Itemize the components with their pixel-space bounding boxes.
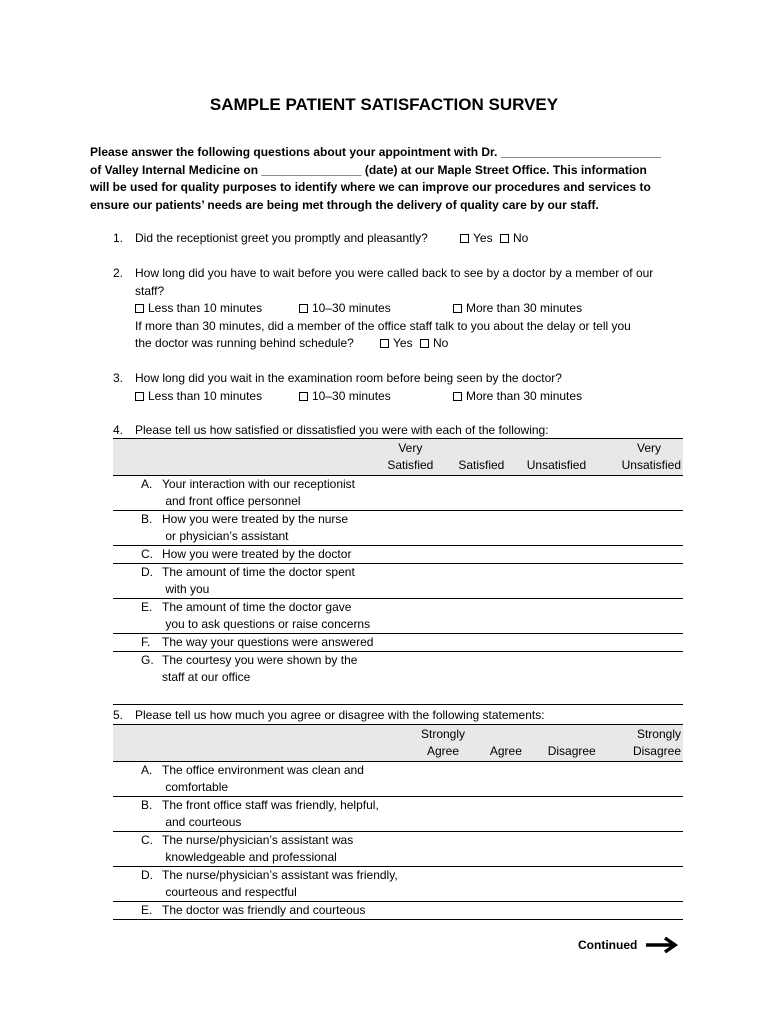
question-5 <box>113 707 703 725</box>
option-10-30[interactable] <box>299 300 391 318</box>
checkbox-icon[interactable] <box>453 304 462 313</box>
row-label: The nurse/physician’s assistant was friendly, <box>162 868 398 882</box>
table-header-row <box>113 725 683 762</box>
row-label: and front office personnel <box>162 494 301 508</box>
question-text: Did the receptionist greet you promptly and pleasantly? <box>135 231 428 245</box>
table-row <box>113 762 683 797</box>
option-more-than-30[interactable] <box>453 300 582 318</box>
option-label: Yes <box>473 231 493 245</box>
table-row <box>113 652 683 705</box>
intro-line: ensure our patients’ needs are being met through the delivery of quality care by our staff. <box>90 197 599 212</box>
row-label: How you were treated by the doctor <box>162 547 352 561</box>
checkbox-icon[interactable] <box>420 339 429 348</box>
question-number: 2. <box>113 266 124 280</box>
option-label: More than 30 minutes <box>466 301 583 315</box>
column-header: Satisfied <box>446 439 517 476</box>
option-label: No <box>433 336 449 350</box>
question-3 <box>113 370 703 406</box>
follow-up-text: the doctor was running behind schedule? <box>135 336 354 350</box>
option-10-30[interactable] <box>299 388 391 406</box>
row-letter: A. <box>141 763 153 777</box>
checkbox-icon[interactable] <box>299 304 308 313</box>
option-label: No <box>513 231 529 245</box>
intro-paragraph <box>90 144 690 214</box>
follow-up-text: If more than 30 minutes, did a member of the office staff talk to you about the delay or tell you <box>135 318 631 333</box>
row-letter: B. <box>141 798 153 812</box>
column-header: Unsatisfied <box>517 439 596 476</box>
table-row <box>113 546 683 564</box>
table-row <box>113 832 683 867</box>
checkbox-icon[interactable] <box>380 339 389 348</box>
question-text: Please tell us how satisfied or dissatisfied you were with each of the following: <box>135 423 549 437</box>
table-row <box>113 564 683 599</box>
option-label: Less than 10 minutes <box>148 388 263 403</box>
row-label: The doctor was friendly and courteous <box>162 903 366 917</box>
question-text: How long did you have to wait before you were called back to see by a doctor by a member of our <box>135 266 654 280</box>
yes-option[interactable] <box>460 230 493 248</box>
row-label: or physician’s assistant <box>162 529 289 543</box>
row-label: The office environment was clean and <box>162 763 364 777</box>
no-option[interactable] <box>500 230 528 248</box>
table-row <box>113 511 683 546</box>
row-letter: A. <box>141 477 153 491</box>
column-header: Very Satisfied <box>375 439 446 476</box>
row-label: knowledgeable and professional <box>162 850 337 864</box>
agreement-table <box>113 724 683 920</box>
satisfaction-table <box>113 438 683 705</box>
option-more-than-30[interactable] <box>453 388 582 406</box>
table-row <box>113 867 683 902</box>
question-text: How long did you wait in the examination room before being seen by the doctor? <box>135 371 562 385</box>
table-row <box>113 476 683 511</box>
row-letter: C. <box>141 833 153 847</box>
table-header-row <box>113 439 683 476</box>
table-row <box>113 599 683 634</box>
option-label: Less than 10 minutes <box>148 301 263 315</box>
row-letter: G. <box>141 653 154 667</box>
checkbox-icon[interactable] <box>500 234 509 243</box>
column-header: Very Unsatisfied <box>596 439 683 476</box>
row-letter: E. <box>141 600 153 614</box>
row-label: The amount of time the doctor gave <box>162 600 352 614</box>
row-letter: F. <box>141 635 151 649</box>
row-label: The amount of time the doctor spent <box>162 565 355 579</box>
table-row <box>113 634 683 652</box>
option-label: 10–30 minutes <box>312 388 391 403</box>
row-label: with you <box>162 582 210 596</box>
header-spacer <box>113 439 375 476</box>
row-label: courteous and respectful <box>162 885 297 899</box>
option-label: 10–30 minutes <box>312 301 391 315</box>
intro-line: of Valley Internal Medicine on _______________ (date) at our Maple Street Office. This information <box>90 162 647 177</box>
column-header: Agree <box>475 725 538 762</box>
row-label: How you were treated by the nurse <box>162 512 349 526</box>
row-label: The front office staff was friendly, helpful, <box>162 798 379 812</box>
checkbox-icon[interactable] <box>460 234 469 243</box>
page-title: SAMPLE PATIENT SATISFACTION SURVEY <box>209 95 559 114</box>
row-letter: D. <box>141 565 153 579</box>
continued-link[interactable] <box>578 936 679 954</box>
checkbox-icon[interactable] <box>453 392 462 401</box>
table-row <box>113 902 683 920</box>
question-number: 1. <box>113 231 124 245</box>
row-label: comfortable <box>162 780 229 794</box>
row-letter: D. <box>141 868 153 882</box>
arrow-right-icon <box>645 936 679 954</box>
row-letter: E. <box>141 903 153 917</box>
question-number: 4. <box>113 423 124 437</box>
row-label: The nurse/physician’s assistant was <box>162 833 354 847</box>
option-label: More than 30 minutes <box>466 388 583 403</box>
question-text: Please tell us how much you agree or disagree with the following statements: <box>135 708 545 722</box>
row-label: staff at our office <box>162 670 251 684</box>
row-label: and courteous <box>162 815 242 829</box>
row-label: The courtesy you were shown by the <box>162 653 358 667</box>
intro-line: Please answer the following questions about your appointment with Dr. ________________________ <box>90 145 661 159</box>
row-letter: C. <box>141 547 153 561</box>
row-letter: B. <box>141 512 153 526</box>
option-less-than-10[interactable] <box>135 388 262 406</box>
question-text: staff? <box>135 283 165 298</box>
column-header: Strongly Agree <box>411 725 474 762</box>
option-less-than-10[interactable] <box>135 300 262 318</box>
question-1 <box>113 230 703 248</box>
column-header: Strongly Disagree <box>606 725 683 762</box>
no-option[interactable] <box>420 335 448 353</box>
continued-label: Continued <box>578 938 638 952</box>
table-row <box>113 797 683 832</box>
yes-option[interactable] <box>380 335 413 353</box>
intro-line: will be used for quality purposes to identify where we can improve our procedures and services to <box>90 180 651 194</box>
question-2 <box>113 265 703 355</box>
checkbox-icon[interactable] <box>135 304 144 313</box>
column-header: Disagree <box>537 725 606 762</box>
row-label: you to ask questions or raise concerns <box>162 617 371 631</box>
question-number: 5. <box>113 708 124 722</box>
checkbox-icon[interactable] <box>299 392 308 401</box>
row-label: Your interaction with our receptionist <box>162 477 355 491</box>
question-number: 3. <box>113 371 124 385</box>
row-label: The way your questions were answered <box>162 635 374 649</box>
header-spacer <box>113 725 411 762</box>
checkbox-icon[interactable] <box>135 392 144 401</box>
option-label: Yes <box>393 336 413 350</box>
